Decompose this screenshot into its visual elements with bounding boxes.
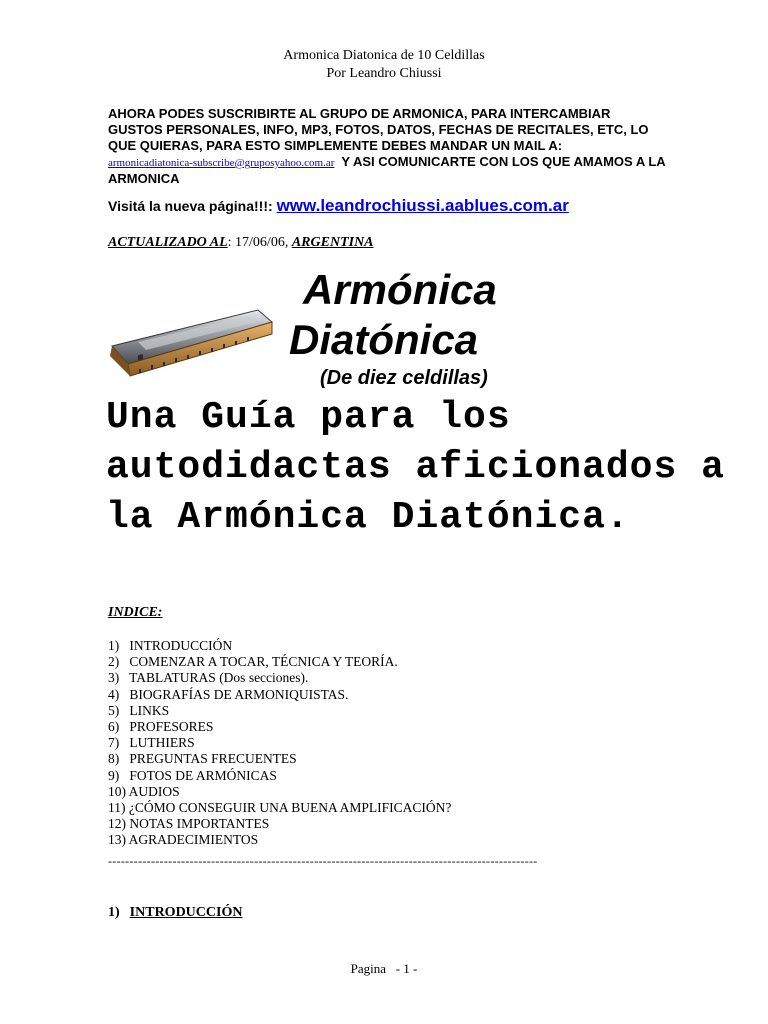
divider-rule: ----------------------------------------------------------------------------------------------------	[108, 854, 538, 868]
index-item-label: PROFESORES	[129, 719, 214, 735]
index-item[interactable]	[108, 832, 451, 848]
index-item-label: LUTHIERS	[129, 735, 195, 751]
index-item-number: 8)	[108, 751, 120, 767]
section-title: INTRODUCCIÓN	[129, 905, 243, 920]
updated-label: ACTUALIZADO AL	[108, 235, 228, 250]
index-item[interactable]	[108, 768, 451, 784]
index-item-label: LINKS	[129, 702, 170, 718]
index-item-number: 10)	[108, 783, 126, 799]
document-author: Por Leandro Chiussi	[326, 66, 442, 81]
page-footer: Pagina - 1 -	[350, 961, 418, 976]
index-item[interactable]	[108, 638, 451, 654]
guide-title: Una Guía para los autodidactas aficionados a la Armónica Diatónica.	[106, 396, 725, 539]
title-line-2: Diatónica	[289, 316, 479, 363]
index-item-number: 5)	[108, 702, 120, 718]
index-item-label: BIOGRAFÍAS DE ARMONIQUISTAS.	[129, 686, 349, 702]
visit-line	[108, 196, 569, 216]
subscribe-email-link[interactable]: armonicadiatonica-subscribe@gruposyahoo.com.ar	[108, 157, 335, 169]
section-number: 1)	[108, 905, 120, 920]
updated-country: ARGENTINA	[291, 235, 374, 250]
title-line-1: Armónica	[303, 266, 497, 313]
visit-label: Visitá la nueva página!!!:	[108, 198, 273, 214]
index-item[interactable]	[108, 703, 451, 719]
document-title: Armonica Diatonica de 10 Celdillas	[283, 48, 485, 63]
title-subtitle: (De diez celdillas)	[320, 367, 488, 389]
index-item-label: FOTOS DE ARMÓNICAS	[129, 767, 277, 783]
index-item[interactable]	[108, 719, 451, 735]
index-item[interactable]	[108, 784, 451, 800]
index-item-number: 4)	[108, 686, 120, 702]
index-item-label: AGRADECIMIENTOS	[128, 832, 259, 848]
subscribe-notice	[108, 106, 668, 187]
index-item-label: TABLATURAS (Dos secciones).	[129, 670, 309, 686]
index-item[interactable]	[108, 687, 451, 703]
index-item[interactable]	[108, 751, 451, 767]
index-item[interactable]	[108, 816, 451, 832]
index-item[interactable]	[108, 670, 451, 686]
index-item-number: 9)	[108, 767, 120, 783]
index-item-number: 11)	[108, 800, 126, 816]
notice-text-after: Y ASI COMUNICARTE CON LOS QUE AMAMOS A LA ARMONICA	[108, 154, 666, 186]
index-item-number: 3)	[108, 670, 120, 686]
index-item-label: INTRODUCCIÓN	[129, 638, 233, 653]
index-item-number: 7)	[108, 735, 120, 751]
index-item-label: ¿CÓMO CONSEGUIR UNA BUENA AMPLIFICACIÓN?	[128, 800, 452, 816]
index-list	[108, 638, 451, 849]
section-heading	[108, 905, 242, 921]
index-item[interactable]	[108, 735, 451, 751]
index-item-label: AUDIOS	[128, 783, 180, 799]
index-item-number: 12)	[108, 816, 126, 832]
index-item-label: PREGUNTAS FRECUENTES	[129, 751, 297, 767]
index-item-label: COMENZAR A TOCAR, TÉCNICA Y TEORÍA.	[129, 654, 398, 670]
index-item-number: 1)	[108, 638, 120, 653]
updated-date: : 17/06/06,	[227, 235, 292, 250]
harmonica-image	[108, 300, 274, 380]
website-link[interactable]: www.leandrochiussi.aablues.com.ar	[276, 196, 569, 215]
index-item-number: 13)	[108, 832, 126, 848]
updated-line	[108, 235, 374, 251]
notice-text: AHORA PODES SUSCRIBIRTE AL GRUPO DE ARMONICA, PARA INTERCAMBIAR GUSTOS PERSONALES, INFO, MP3, FOTOS, DATOS, FECHAS DE RECITALES, ETC, LO QUE QUIERAS, PARA ESTO SIMPLEMENTE DEBES MANDAR UN MAIL A:	[108, 106, 649, 153]
index-item[interactable]	[108, 800, 451, 816]
index-item-label: NOTAS IMPORTANTES	[129, 816, 270, 832]
index-item-number: 2)	[108, 654, 120, 670]
index-item[interactable]	[108, 654, 451, 670]
index-item-number: 6)	[108, 719, 120, 735]
index-heading: INDICE:	[108, 605, 163, 620]
